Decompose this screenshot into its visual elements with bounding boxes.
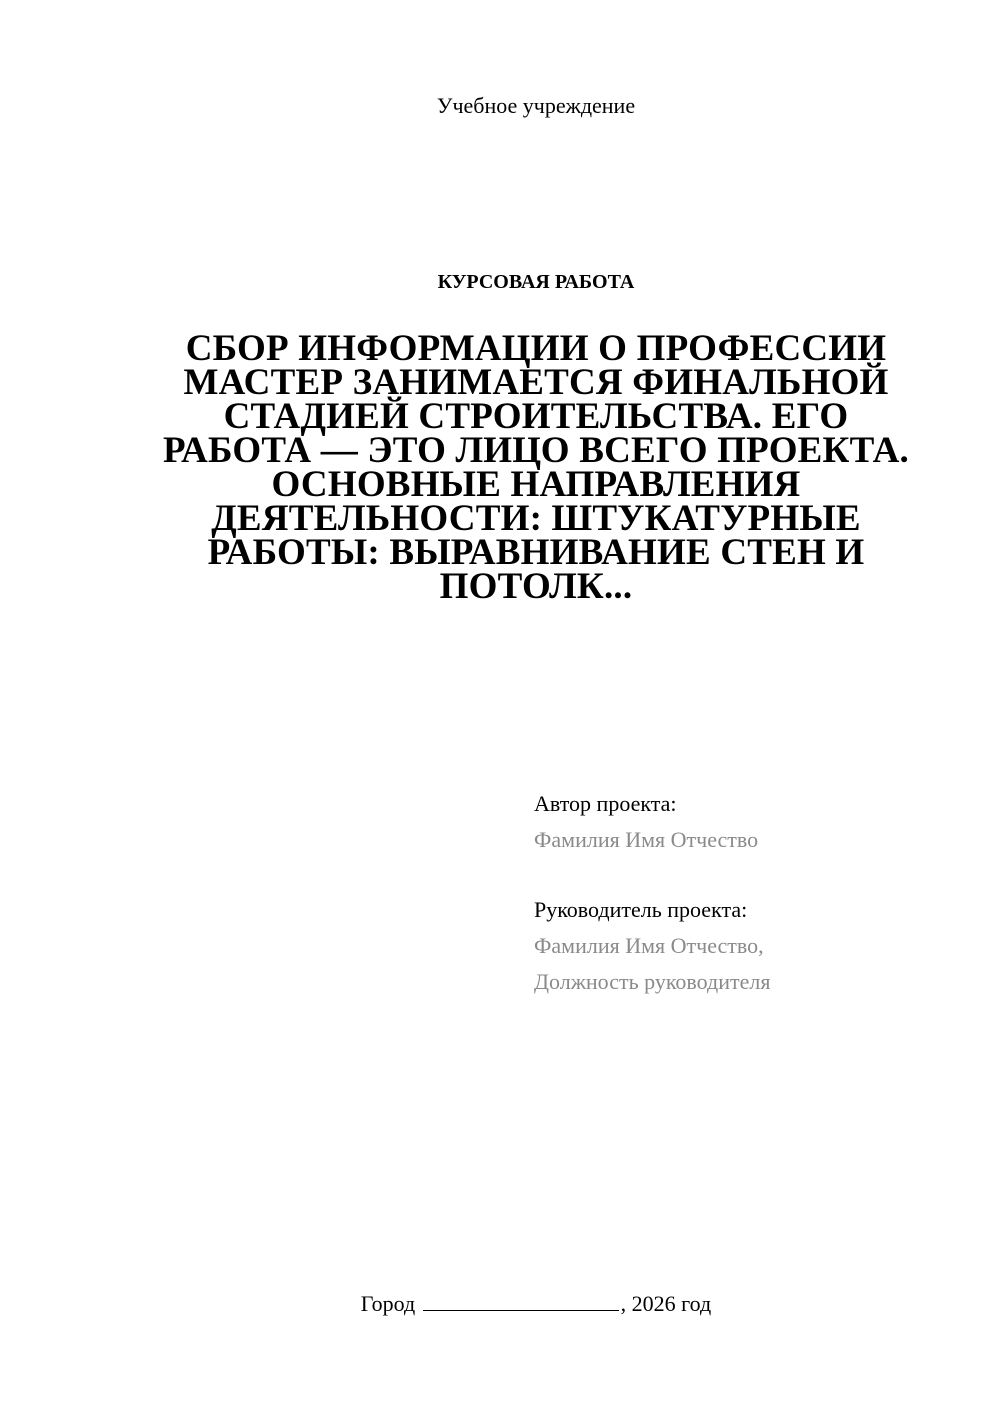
- author-name: Фамилия Имя Отчество: [534, 827, 759, 852]
- city-blank-line: [423, 1288, 619, 1311]
- supervisor-position: Должность руководителя: [534, 969, 771, 994]
- work-type-heading: КУРСОВАЯ РАБОТА: [437, 271, 635, 293]
- work-title: СБОР ИНФОРМАЦИИ О ПРОФЕССИИ МАСТЕР ЗАНИМАЕТСЯ ФИНАЛЬНОЙ СТАДИЕЙ СТРОИТЕЛЬСТВА. ЕГО РАБОТА — ЭТО ЛИЦО ВСЕГО ПРОЕКТА. ОСНОВНЫЕ НАПРАВЛЕНИЯ ДЕЯТЕЛЬНОСТИ: ШТУКАТУРНЫЕ РАБОТЫ: ВЫРАВНИВАНИЕ СТЕН И ПОТОЛК...: [162, 328, 909, 607]
- year-text: , 2026 год: [620, 1291, 712, 1316]
- author-label: Автор проекта:: [534, 791, 677, 816]
- footer-city-year: [0, 1288, 1000, 1320]
- supervisor-label: Руководитель проекта:: [534, 897, 748, 922]
- supervisor-name: Фамилия Имя Отчество,: [534, 933, 764, 958]
- author-block: [534, 786, 954, 858]
- city-label: Город: [360, 1291, 416, 1316]
- institution-name: Учебное учреждение: [436, 93, 636, 118]
- supervisor-block: [534, 892, 954, 1000]
